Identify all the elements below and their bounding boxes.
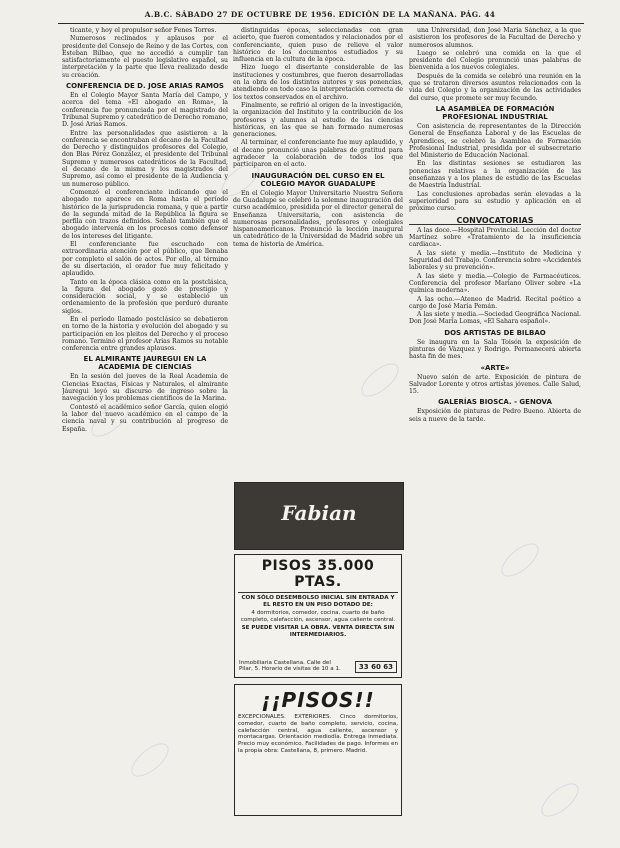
convocatoria-item: A las doce.—Hospital Provincial. Lección del doctor Martínez sobre «Tratamiento de la insuficiencia cardiaca».	[409, 226, 581, 249]
convocatoria-item: A las siete y media.—Instituto de Medicina y Seguridad del Trabajo. Conferencia sobre «Accidentes laborales y su prevención».	[409, 249, 581, 272]
paragraph: En las distintas sesiones se estudiaron las ponencias relativas a la organización de las enseñanzas y a los planes de estudio de las Escuelas de Maestría Industrial.	[409, 160, 581, 190]
paragraph: ticante, y hoy el propulsor señor Fenes Torres.	[70, 27, 217, 34]
article-heading: CONFERENCIA DE D. JOSE ARIAS RAMOS	[66, 82, 224, 91]
pisos2-ad	[234, 684, 402, 816]
pisos-ad-phone: 33 60 63	[355, 661, 397, 673]
paragraph: En la sesión del jueves de la Real Academia de Ciencias Exactas, Físicas y Naturales, el almirante Jáuregui leyó su discurso de ingreso sobre la navegación y los problemas científicos de la Marina.	[62, 373, 228, 403]
pisos-ad-office: Inmobiliaria Castellana. Calle del Pilar, 5. Horario de visitas de 10 a 1.	[239, 659, 341, 673]
paragraph: Tanto en la época clásica como en la postclásica, la figura del abogado gozó de prestigio y consideración social, y se estableció un ordenamiento de la profesión que perduró durante siglos.	[62, 278, 228, 315]
header-rule	[58, 23, 584, 24]
paragraph: una Universidad, don José María Sánchez, a la que asistieron los profesores de la Facultad de Derecho y numerosos alumnos.	[409, 27, 581, 49]
convocatoria-item: A las siete y media.—Sociedad Geográfica Nacional. Don José María Lomas, «El Sahara español».	[409, 311, 581, 326]
paragraph: Exposición de pinturas de Pedro Bueno. Abierta de seis a nueve de la tarde.	[409, 408, 581, 423]
pisos-ad-line: SE PUEDE VISITAR LA OBRA. VENTA DIRECTA SIN INTERMEDIARIOS.	[241, 625, 395, 638]
paragraph: distinguidas épocas, seleccionadas con gran acierto, que fueron comentados y relacionados por el conferenciante, quien puso de relieve el valor histórico de los documentos estudiados y su influencia en la cultura de la época.	[233, 27, 403, 64]
article-heading: GALERÍAS BIOSCA. - GENOVA	[438, 398, 552, 407]
brand-ad	[234, 482, 404, 550]
pisos2-ad-title: ¡¡PISOS!!	[261, 688, 375, 712]
paragraph: Se inaugura en la Sala Toisón la exposición de pinturas de Vázquez y Rodrigo. Permanecerá abierta hasta fin de mes.	[409, 338, 581, 361]
pisos-ad	[234, 554, 402, 678]
article-heading: «ARTE»	[480, 363, 510, 372]
paragraph: Después de la comida se celebró una reunión en la que se trataron diversos asuntos relacionados con la vida del Colegio y la organización de las actividades del curso, que promete ser muy fecundo.	[409, 72, 581, 102]
paragraph: Las conclusiones aprobadas serán elevadas a la superioridad para su estudio y aplicación en el próximo curso.	[409, 190, 581, 213]
paragraph: Finalmente, se refirió al origen de la investigación, la organización del Instituto y la contribución de los profesores y alumnos al estudio de las ciencias históricas, en las que se han formado numerosas generaciones.	[233, 101, 403, 139]
paragraph: Comenzó el conferenciante indicando que el abogado no aparece en Roma hasta el período histórico de la jurisprudencia romana, y que a partir de la segunda mitad de la República la figura se perfila con trazos definidos. Señaló también que el abogado intervenía en los procesos como defensor de los intereses del litigante.	[62, 188, 228, 240]
convocatorias-heading: CONVOCATORIAS	[409, 217, 581, 225]
paragraph: Nuevo salón de arte. Exposición de pintura de Salvador Lorente y otros artistas jóvenes. Calle Salud, 15.	[409, 373, 581, 396]
article-heading: DOS ARTISTAS DE BILBAO	[444, 328, 546, 337]
pisos2-ad-text: EXCEPCIONALES. EXTERIORES. Cinco dormitorios, comedor, cuarto de baño completo, servicio, cocina, calefacción central, agua caliente, ascensor y montacargas. Orientación mediodía. Entrega inmediata. Precio muy económico. Facilidades de pago. Informes en la propia obra: Castellana, 8, primero. Madrid.	[238, 714, 398, 754]
paragraph: Numerosos reclinados y aplausos por el presidente del Consejo de Reino y de las Cortes, con Esteban Bilbao, que no accedió a cumplir tan satisfactoriamente el puesto legislativo español, su interpretación y la parte que lleva realizado desde su creación.	[62, 35, 228, 79]
page-header: A.B.C. SÁBADO 27 DE OCTUBRE DE 1956. EDICIÓN DE LA MAÑANA. PÁG. 44	[144, 10, 496, 19]
paragraph: Contestó el académico señor García, quien elogió la labor del nuevo académico en el campo de la ciencia naval y su contribución al progreso de España.	[62, 403, 228, 433]
paragraph: En el período llamado postclásico se debatieron en torno de la historia y evolución del abogado y su participación en los pleitos del Derecho y el proceso romano. Terminó el profesor Arias Ramos su notable conferencia entre grandes aplausos.	[62, 315, 228, 353]
column-3	[409, 27, 581, 834]
paragraph: Entre las personalidades que asistieron a la conferencia se encontraban el decano de la Facultad de Derecho y distinguidos profesores del Colegio, don Blas Pérez González, el presidente del Tribunal Supremo y numerosos catedráticos de la Facultad, el decano de la misma y los magistrados del Supremo, así como el presidente de la Audiencia y un numeroso público.	[62, 129, 228, 188]
article-heading: EL ALMIRANTE JAUREGUI EN LA ACADEMIA DE CIENCIAS	[83, 355, 207, 372]
convocatoria-item: A las ocho.—Ateneo de Madrid. Recital poético a cargo de José María Pemán.	[409, 295, 581, 310]
paragraph: En el Colegio Mayor Santa María del Campo, y acerca del tema «El abogado en Roma», la conferencia fue pronunciada por el magistrado del Tribunal Supremo y catedrático de Derecho romano, D. José Arias Ramos.	[62, 92, 228, 129]
article-heading: INAUGURACIÓN DEL CURSO EN EL COLEGIO MAYOR GUADALUPE	[251, 171, 385, 188]
convocatoria-item: A las siete y media.—Colegio de Farmacéuticos. Conferencia del profesor Mariano Oliver sobre «La química moderna».	[409, 272, 581, 295]
pisos-ad-title: PISOS 35.000 PTAS.	[238, 558, 398, 593]
article-heading: LA ASAMBLEA DE FORMACIÓN PROFESIONAL INDUSTRIAL	[435, 104, 555, 121]
column-1	[62, 27, 228, 834]
paragraph: Al terminar, el conferenciante fue muy aplaudido, y el decano pronunció unas palabras de gratitud para agradecer la colaboración de todos los que participaron en el acto.	[233, 139, 403, 169]
pisos-ad-line: CON SÓLO DESEMBOLSO INICIAL SIN ENTRADA Y EL RESTO EN UN PISO DOTADO DE:	[241, 595, 395, 608]
column-2	[233, 27, 403, 476]
paragraph: En el Colegio Mayor Universitario Nuestra Señora de Guadalupe se celebró la solemne inauguración del curso académico, presidida por el director general de Enseñanza Universitaria, con asistencia de numerosas personalidades, profesores y colegiales hispanoamericanos. Pronunció la lección inaugural un catedrático de la Universidad de Madrid sobre un tema de historia de América.	[233, 189, 403, 248]
pisos-ad-line: 4 dormitorios, comedor, cocina, cuarto de baño completo, calefacción, ascensor, agua caliente central.	[240, 610, 396, 623]
paragraph: Luego se celebró una comida en la que el presidente del Colegio pronunció unas palabras de bienvenida a los nuevos colegiales.	[409, 49, 581, 72]
paragraph: El conferenciante fue escuchado con extraordinaria atención por el público, que llenaba por completo el salón de actos. Por ello, al término de su disertación, el orador fue muy felicitado y aplaudido.	[62, 241, 228, 278]
brand-name: Fabian	[281, 501, 357, 525]
paragraph: Con asistencia de representantes de la Dirección General de Enseñanza Laboral y de las Escuelas de Aprendices, se celebró la Asamblea de Formación Profesional Industrial, presidida por el subsecretario del Ministerio de Educación Nacional.	[409, 122, 581, 160]
paragraph: Hizo luego el disertante considerable de las instituciones y costumbres, que fueron desarrolladas en la obra de los distintos autores y sus ponencias, atendiendo en todo caso la interpretación correcta de los textos conservados en el archivo.	[233, 64, 403, 101]
